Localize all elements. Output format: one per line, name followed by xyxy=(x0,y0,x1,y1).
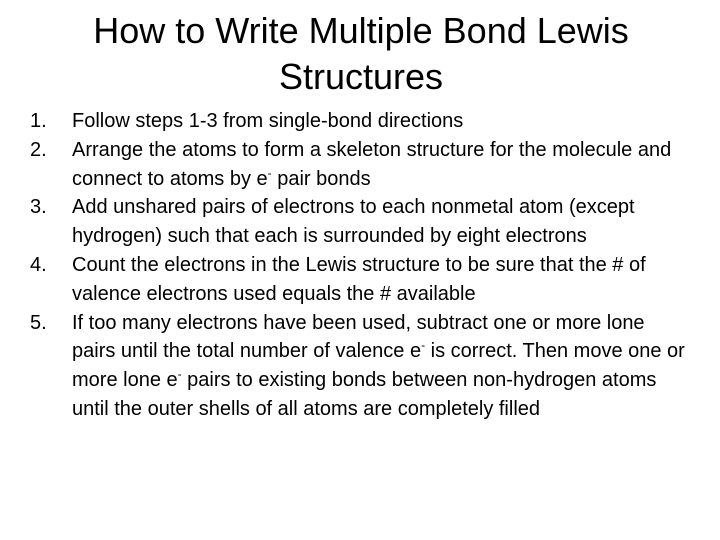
step-number: 3. xyxy=(30,196,47,219)
step-text-part: pairs to existing bonds between non-hydrogen atoms until the outer shells of all atoms are completely filled xyxy=(72,369,657,420)
title-line: How to Write Multiple Bond Lewis xyxy=(93,10,629,51)
step-text xyxy=(72,136,690,194)
step-number: 5. xyxy=(30,311,47,334)
title-line: Structures xyxy=(278,56,444,97)
step-item xyxy=(30,136,690,194)
slide-title xyxy=(36,8,686,100)
superscript-charge: - xyxy=(421,338,426,353)
superscript-charge: - xyxy=(267,165,272,180)
step-text-part: is correct. Then move one or more lone e xyxy=(72,340,685,392)
step-item xyxy=(30,193,690,251)
step-text: Follow steps 1-3 from single-bond directions xyxy=(72,110,464,132)
step-text: Add unshared pairs of electrons to each nonmetal atom (except hydrogen) such that each is surrounded by eight electrons xyxy=(72,196,635,248)
step-number: 2. xyxy=(30,138,47,161)
step-text: Count the electrons in the Lewis structure to be sure that the # of valence electrons used equals the # available xyxy=(72,253,646,305)
step-number: 4. xyxy=(30,253,47,276)
step-text-part: Arrange the atoms to form a skeleton structure for the molecule and connect to atoms by e xyxy=(72,138,672,190)
step-item xyxy=(30,309,690,424)
step-text-part: If too many electrons have been used, subtract one or more lone pairs until the total number of valence e xyxy=(72,311,645,363)
steps-list xyxy=(30,107,690,424)
superscript-charge: - xyxy=(177,367,182,382)
step-text-part: pair bonds xyxy=(271,167,371,190)
step-item xyxy=(30,251,690,309)
step-text xyxy=(72,309,690,424)
step-number: 1. xyxy=(30,110,47,132)
step-item xyxy=(30,107,690,136)
